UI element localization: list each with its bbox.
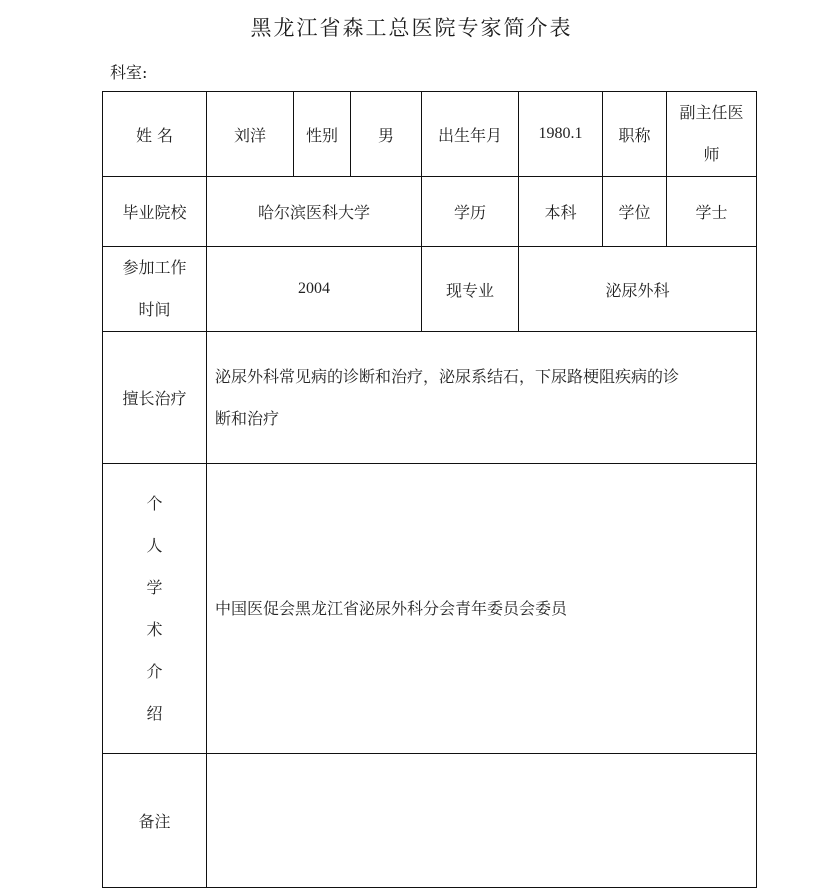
expertise-value-line1: 泌尿外科常见病的诊断和治疗，泌尿系结石，下尿路梗阻疾病的诊 [215,366,680,386]
work-start-label-line1: 参加工作 [122,258,187,277]
specialty-label: 现专业 [422,247,519,332]
academic-label [103,464,207,754]
work-start-value: 2004 [207,247,422,332]
remarks-value [207,754,757,888]
specialty-value: 泌尿外科 [519,247,757,332]
row-expertise [103,332,757,464]
expertise-value-line2: 断和治疗 [215,408,280,428]
expertise-value [207,332,757,464]
title-label: 职称 [603,92,667,177]
birth-label: 出生年月 [422,92,519,177]
gender-value: 男 [351,92,422,177]
academic-label-char: 术 [146,619,163,639]
title-value-line1: 副主任医 [679,103,744,122]
expertise-label: 擅长治疗 [103,332,207,464]
department-label: 科室: [110,63,148,82]
remarks-label: 备注 [103,754,207,888]
gender-label: 性别 [294,92,351,177]
education-label: 学历 [422,177,519,247]
school-value: 哈尔滨医科大学 [207,177,422,247]
work-start-label [103,247,207,332]
expert-profile-table [102,91,757,888]
academic-label-char: 介 [146,661,163,681]
academic-label-char: 绍 [146,703,163,723]
academic-label-char: 个 [146,493,163,513]
degree-value: 学士 [667,177,757,247]
work-start-label-line2: 时间 [138,300,171,319]
row-academic [103,464,757,754]
degree-label: 学位 [603,177,667,247]
birth-value: 1980.1 [519,92,603,177]
school-label: 毕业院校 [103,177,207,247]
row-basic-info [103,92,757,177]
title-value-line2: 师 [703,145,720,164]
document-title: 黑龙江省森工总医院专家简介表 [250,16,573,40]
academic-value: 中国医促会黑龙江省泌尿外科分会青年委员会委员 [207,464,757,754]
name-value: 刘洋 [207,92,294,177]
academic-label-char: 学 [146,577,163,597]
education-value: 本科 [519,177,603,247]
academic-label-char: 人 [146,535,163,555]
name-label: 姓 名 [103,92,207,177]
row-remarks [103,754,757,888]
row-education [103,177,757,247]
row-work [103,247,757,332]
title-value [667,92,757,177]
